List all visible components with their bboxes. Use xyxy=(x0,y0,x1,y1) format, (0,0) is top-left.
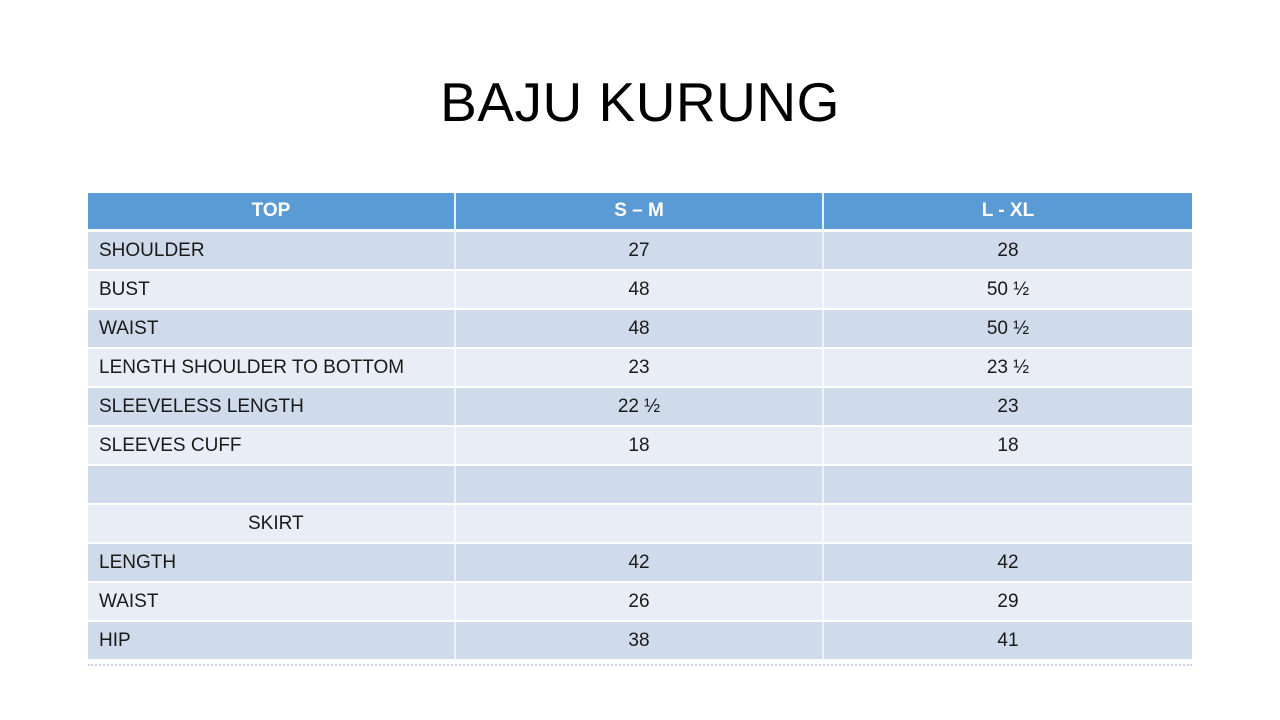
column-header-top: TOP xyxy=(88,193,456,232)
s-m-value-cell xyxy=(456,505,824,544)
s-m-value-cell: 23 xyxy=(456,349,824,388)
size-table xyxy=(88,193,1192,661)
table-row xyxy=(88,583,1192,622)
column-header-s-m: S – M xyxy=(456,193,824,232)
size-table-container xyxy=(88,193,1192,666)
row-label-cell: SHOULDER xyxy=(88,232,456,271)
table-row xyxy=(88,427,1192,466)
l-xl-value-cell: 50 ½ xyxy=(824,310,1192,349)
s-m-value-cell: 18 xyxy=(456,427,824,466)
row-label-cell: SKIRT xyxy=(88,505,456,544)
row-label-cell: SLEEVES CUFF xyxy=(88,427,456,466)
table-row xyxy=(88,271,1192,310)
row-label-cell: SLEEVELESS LENGTH xyxy=(88,388,456,427)
l-xl-value-cell: 50 ½ xyxy=(824,271,1192,310)
table-row xyxy=(88,232,1192,271)
table-row xyxy=(88,466,1192,505)
l-xl-value-cell: 18 xyxy=(824,427,1192,466)
table-body xyxy=(88,232,1192,661)
row-label-cell: HIP xyxy=(88,622,456,661)
table-row xyxy=(88,622,1192,661)
s-m-value-cell: 27 xyxy=(456,232,824,271)
column-header-l-xl: L - XL xyxy=(824,193,1192,232)
l-xl-value-cell xyxy=(824,466,1192,505)
s-m-value-cell xyxy=(456,466,824,505)
row-label-cell: WAIST xyxy=(88,583,456,622)
s-m-value-cell: 22 ½ xyxy=(456,388,824,427)
table-row xyxy=(88,310,1192,349)
l-xl-value-cell xyxy=(824,505,1192,544)
l-xl-value-cell: 23 xyxy=(824,388,1192,427)
row-label-cell: LENGTH SHOULDER TO BOTTOM xyxy=(88,349,456,388)
l-xl-value-cell: 28 xyxy=(824,232,1192,271)
header-row xyxy=(88,193,1192,232)
table-bottom-edge xyxy=(88,664,1192,666)
l-xl-value-cell: 41 xyxy=(824,622,1192,661)
l-xl-value-cell: 29 xyxy=(824,583,1192,622)
page-title: BAJU KURUNG xyxy=(440,71,840,133)
row-label-cell xyxy=(88,466,456,505)
s-m-value-cell: 48 xyxy=(456,310,824,349)
table-row xyxy=(88,544,1192,583)
row-label-cell: LENGTH xyxy=(88,544,456,583)
s-m-value-cell: 26 xyxy=(456,583,824,622)
table-header xyxy=(88,193,1192,232)
row-label-cell: BUST xyxy=(88,271,456,310)
s-m-value-cell: 38 xyxy=(456,622,824,661)
l-xl-value-cell: 42 xyxy=(824,544,1192,583)
s-m-value-cell: 48 xyxy=(456,271,824,310)
l-xl-value-cell: 23 ½ xyxy=(824,349,1192,388)
row-label-cell: WAIST xyxy=(88,310,456,349)
table-row xyxy=(88,505,1192,544)
table-row xyxy=(88,349,1192,388)
table-row xyxy=(88,388,1192,427)
s-m-value-cell: 42 xyxy=(456,544,824,583)
